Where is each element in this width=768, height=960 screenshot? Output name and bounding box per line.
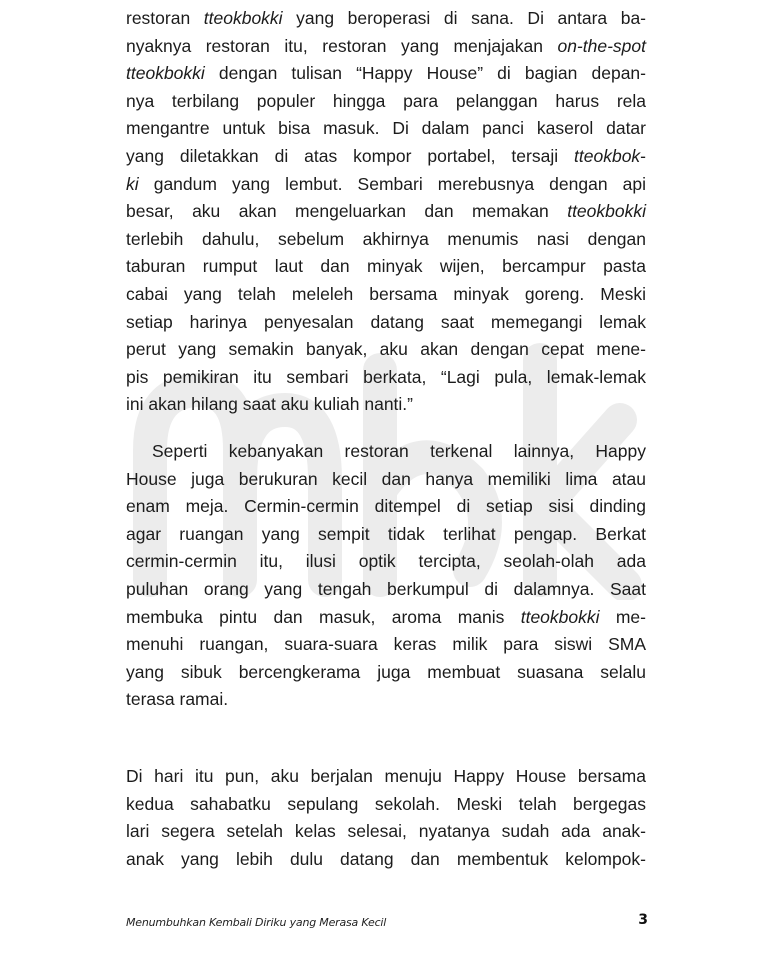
italic-term: on-the-spot [557, 35, 646, 56]
text-line: tteokbokki dengan tulisan “Happy House” di bagian depan- [126, 63, 646, 84]
text-line: puluhan orang yang tengah berkumpul di dalamnya. Saat [126, 578, 646, 599]
page-number: 3 [638, 912, 648, 928]
running-footer-title: Menumbuhkan Kembali Diriku yang Merasa Kecil [126, 916, 387, 929]
text-line: ini akan hilang saat aku kuliah nanti.” [126, 394, 413, 415]
text-line: Seperti kebanyakan restoran terkenal lainnya, Happy [152, 441, 646, 461]
text-line: pis pemikiran itu sembari berkata, “Lagi pula, lemak-lemak [126, 366, 646, 387]
text-line: agar ruangan yang sempit tidak terlihat pengap. Berkat [126, 523, 646, 544]
text-line: anak yang lebih dulu datang dan membentuk kelompok- [126, 848, 646, 869]
paragraph [126, 438, 646, 714]
text-line: enam meja. Cermin-cermin ditempel di setiap sisi dinding [126, 496, 646, 517]
text-line: mengantre untuk bisa masuk. Di dalam panci kaserol datar [126, 118, 646, 139]
text-line: terasa ramai. [126, 689, 229, 710]
text-line: membuka pintu dan masuk, aroma manis tteokbokki me- [126, 606, 646, 627]
italic-term: tteokbokki [126, 63, 205, 84]
text-line: Di hari itu pun, aku berjalan menuju Happy House bersama [126, 766, 646, 786]
paragraph [126, 763, 646, 873]
text-line: yang diletakkan di atas kompor portabel, tersaji tteokbok- [126, 145, 646, 166]
text-line: House juga berukuran kecil dan hanya memiliki lima atau [126, 468, 646, 489]
text-line: cabai yang telah meleleh bersama minyak goreng. Meski [126, 283, 646, 304]
paragraph-continued [126, 5, 646, 419]
text-line: setiap harinya penyesalan datang saat memegangi lemak [126, 311, 646, 332]
text-line: nyaknya restoran itu, restoran yang menjajakan on-the-spot [126, 35, 646, 56]
text-line: besar, aku akan mengeluarkan dan memakan tteokbokki [126, 201, 646, 222]
text-line: lari segera setelah kelas selesai, nyatanya sudah ada anak- [126, 821, 646, 842]
text-line: yang sibuk bercengkerama juga membuat suasana selalu [126, 661, 646, 682]
text-line: cermin-cermin itu, ilusi optik tercipta, seolah-olah ada [126, 551, 646, 572]
italic-term: tteokbok [574, 145, 641, 166]
italic-term: ki [126, 173, 139, 194]
text-line: kedua sahabatku sepulang sekolah. Meski telah bergegas [126, 793, 646, 814]
text-line: restoran tteokbokki yang beroperasi di sana. Di antara ba- [126, 8, 646, 28]
italic-term: tteokbokki [203, 8, 283, 28]
text-line: taburan rumput laut dan minyak wijen, bercampur pasta [126, 256, 646, 277]
text-line: ki gandum yang lembut. Sembari merebusnya dengan api [126, 173, 646, 194]
text-line: terlebih dahulu, sebelum akhirnya menumis nasi dengan [126, 228, 646, 249]
italic-term: tteokbokki [567, 201, 646, 222]
text-line: menuhi ruangan, suara-suara keras milik para siswi SMA [126, 634, 646, 655]
text-line: nya terbilang populer hingga para pelanggan harus rela [126, 90, 646, 111]
italic-term: tteokbokki [520, 606, 600, 627]
text-line: perut yang semakin banyak, aku akan dengan cepat mene- [126, 339, 646, 360]
